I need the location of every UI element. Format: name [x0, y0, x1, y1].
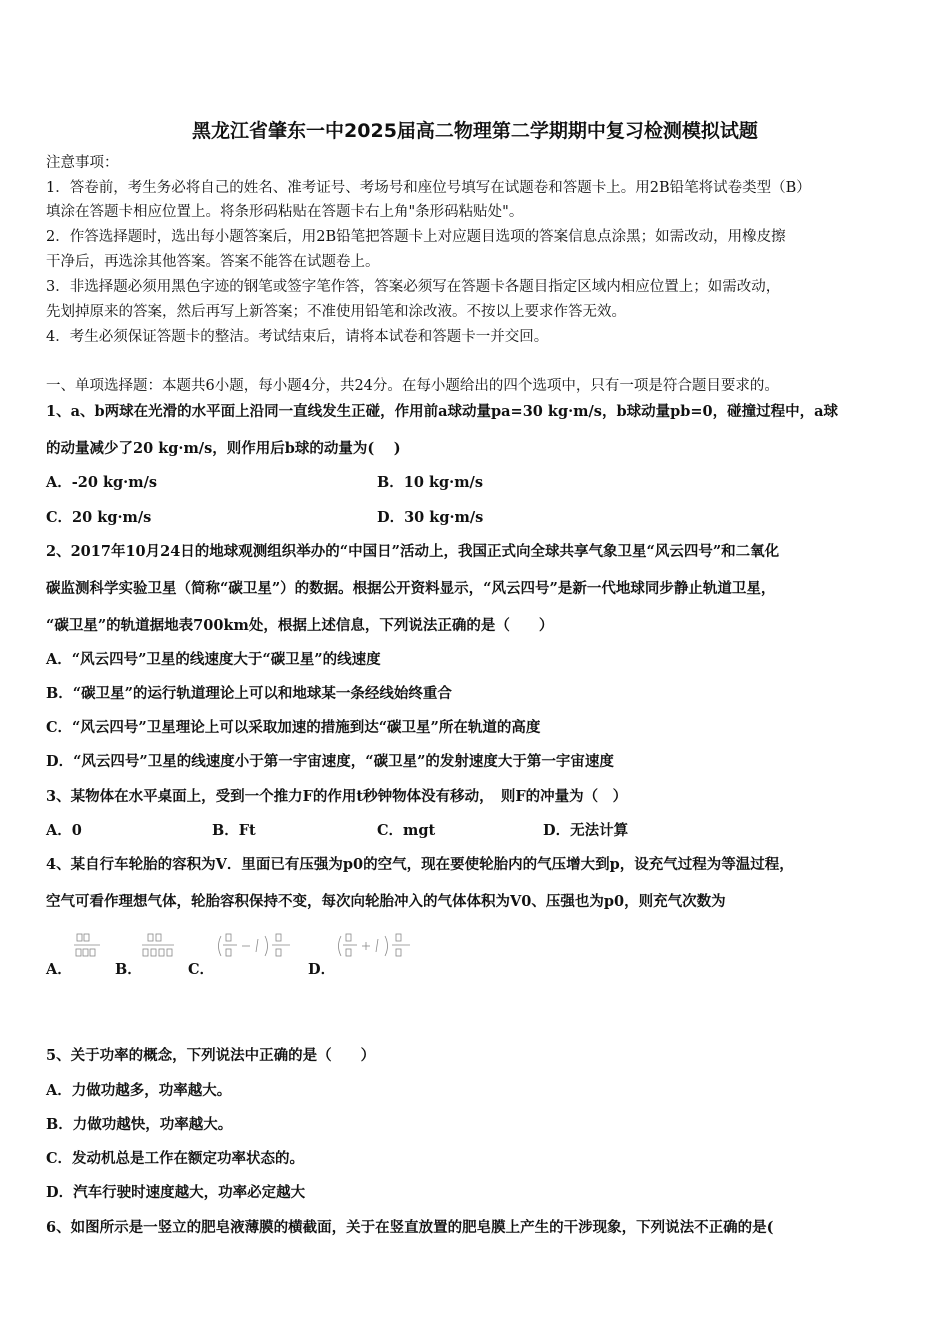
question-2-line: 碳监测科学实验卫星（简称“碳卫星”）的数据。根据公开资料显示，“风云四号”是新一代地球同步静止轨道卫星， [46, 580, 776, 597]
q5-option-c: C．发动机总是工作在额定功率状态的。 [46, 1150, 305, 1167]
section-heading: 一、单项选择题：本题共6小题，每小题4分，共24分。在每小题给出的四个选项中，只有一项是符合题目要求的。 [46, 378, 779, 394]
q2-option-c: C．“风云四号”卫星理论上可以采取加速的措施到达“碳卫星”所在轨道的高度 [46, 719, 541, 736]
question-5-line: 5、关于功率的概念，下列说法中正确的是（ ） [46, 1047, 376, 1064]
q3-option-b: B．Ft [212, 822, 256, 839]
question-3-line: 3、某物体在水平桌面上，受到一个推力F的作用t秒钟物体没有移动， 则F的冲量为（ ） [46, 788, 628, 805]
q2-option-b: B．“碳卫星”的运行轨道理论上可以和地球某一条经线始终重合 [46, 685, 452, 702]
notice-line: 4．考生必须保证答题卡的整洁。考试结束后，请将本试卷和答题卡一并交回。 [46, 329, 549, 345]
q4-formula-c [214, 930, 296, 962]
q5-option-d: D．汽车行驶时速度越大，功率必定越大 [46, 1184, 306, 1201]
question-2-line: “碳卫星”的轨道据地表700km处，根据上述信息，下列说法正确的是（ ） [46, 617, 554, 634]
q4-formula-d [334, 930, 416, 962]
notice-line: 填涂在答题卡相应位置上。将条形码粘贴在答题卡右上角"条形码粘贴处"。 [46, 204, 524, 220]
q3-option-c: C．mgt [377, 822, 436, 839]
q5-option-b: B．力做功越快，功率越大。 [46, 1116, 233, 1133]
notice-line: 先划掉原来的答案，然后再写上新答案；不准使用铅笔和涂改液。不按以上要求作答无效。 [46, 304, 626, 320]
notice-line: 干净后，再选涂其他答案。答案不能答在试题卷上。 [46, 254, 380, 270]
notice-line: 1．答卷前，考生务必将自己的姓名、准考证号、考场号和座位号填写在试题卷和答题卡上。用2B铅笔将试卷类型（B） [46, 180, 811, 196]
q4-formula-a [72, 930, 102, 962]
q1-option-c: C．20 kg·m/s [46, 509, 152, 526]
page-title: 黑龙江省肇东一中2025届高二物理第二学期期中复习检测模拟试题 [192, 120, 758, 142]
q4-option-b-label: B． [115, 961, 142, 978]
q1-option-b: B．10 kg·m/s [377, 474, 484, 491]
question-4-line: 空气可看作理想气体，轮胎容积保持不变，每次向轮胎冲入的气体体积为V0、压强也为p0，则充气次数为 [46, 893, 726, 910]
question-6-line: 6、如图所示是一竖立的肥皂液薄膜的横截面，关于在竖直放置的肥皂膜上产生的干涉现象，下列说法不正确的是( [46, 1219, 774, 1236]
q5-option-a: A．力做功越多，功率越大。 [46, 1082, 232, 1099]
question-4-line: 4、某自行车轮胎的容积为V．里面已有压强为p0的空气，现在要使轮胎内的气压增大到p，设充气过程为等温过程， [46, 856, 794, 873]
question-1-line: 1、a、b两球在光滑的水平面上沿同一直线发生正碰，作用前a球动量pa=30 kg·m/s，b球动量pb=0，碰撞过程中，a球 [46, 403, 839, 420]
q3-option-a: A．0 [46, 822, 82, 839]
q4-option-a-label: A． [46, 961, 72, 978]
q4-formula-b [140, 930, 176, 962]
q1-option-d: D．30 kg·m/s [377, 509, 484, 526]
notice-heading: 注意事项： [46, 155, 119, 171]
q4-option-c-label: C． [188, 961, 215, 978]
q2-option-d: D．“风云四号”卫星的线速度小于第一宇宙速度，“碳卫星”的发射速度大于第一宇宙速度 [46, 753, 614, 770]
notice-line: 3．非选择题必须用黑色字迹的钢笔或签字笔作答，答案必须写在答题卡各题目指定区域内相应位置上；如需改动， [46, 279, 781, 295]
question-2-line: 2、2017年10月24日的地球观测组织举办的“中国日”活动上，我国正式向全球共享气象卫星“风云四号”和二氧化 [46, 543, 780, 560]
q4-option-d-label: D． [308, 961, 336, 978]
q3-option-d: D．无法计算 [543, 822, 629, 839]
notice-line: 2．作答选择题时，选出每小题答案后，用2B铅笔把答题卡上对应题目选项的答案信息点涂黑；如需改动，用橡皮擦 [46, 229, 786, 245]
q2-option-a: A．“风云四号”卫星的线速度大于“碳卫星”的线速度 [46, 651, 381, 668]
question-1-line: 的动量减少了20 kg·m/s，则作用后b球的动量为( ) [46, 440, 401, 457]
q1-option-a: A．-20 kg·m/s [46, 474, 158, 491]
